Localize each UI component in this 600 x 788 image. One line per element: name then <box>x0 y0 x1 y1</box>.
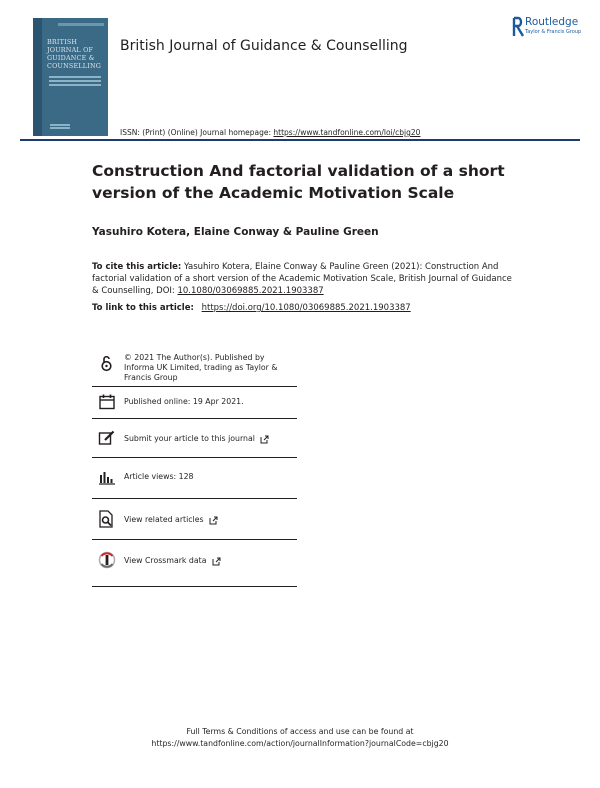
publisher-subtitle: Taylor & Francis Group <box>525 29 582 35</box>
submit-item[interactable] <box>92 418 297 458</box>
edit-pencil-icon <box>98 429 116 447</box>
header-divider <box>20 139 580 141</box>
crossmark-link[interactable] <box>124 556 297 566</box>
views-item <box>92 457 297 499</box>
published-date: Published online: 19 Apr 2021. <box>124 397 244 406</box>
submit-article-link[interactable] <box>124 434 297 444</box>
link-label: To link to this article: <box>92 303 194 313</box>
cover-subtext <box>49 76 101 90</box>
cover-title-line: COUNSELLING <box>47 62 102 70</box>
external-link-icon <box>260 435 269 444</box>
article-doi-url[interactable]: https://doi.org/10.1080/03069885.2021.1903387 <box>201 303 411 313</box>
journal-title[interactable]: British Journal of Guidance & Counselling <box>120 38 408 54</box>
journal-cover <box>33 18 108 136</box>
cite-text: Yasuhiro Kotera, Elaine Conway & Pauline Green (2021): Construction And factorial validation of a short version of the Academic Motivation Scale, British Journal of Guidance & Counselling, DOI: <box>92 262 512 296</box>
article-authors: Yasuhiro Kotera, Elaine Conway & Pauline Green <box>92 226 379 238</box>
related-item[interactable] <box>92 498 297 540</box>
issn-label: ISSN: (Print) (Online) Journal homepage: <box>120 128 272 137</box>
cite-label: To cite this article: <box>92 262 182 272</box>
cover-title-line: GUIDANCE & <box>47 54 95 62</box>
footer-terms-url[interactable]: https://www.tandfonline.com/action/journalInformation?journalCode=cbjg20 <box>151 739 449 748</box>
cover-title-line: JOURNAL OF <box>47 46 94 54</box>
crossmark-label: View Crossmark data <box>124 556 207 565</box>
related-articles-icon <box>98 510 116 528</box>
article-title: Construction And factorial validation of a short version of the Academic Motivation Scale <box>92 162 505 202</box>
cover-publisher-mark <box>50 124 70 130</box>
open-access-lock-icon <box>98 354 116 372</box>
cover-topbar <box>58 23 104 26</box>
cover-title-line: BRITISH <box>47 38 78 46</box>
publisher-logo <box>508 16 588 42</box>
journal-homepage-link[interactable]: https://www.tandfonline.com/loi/cbjg20 <box>273 128 421 137</box>
article-views: Article views: 128 <box>124 472 194 481</box>
license-item <box>92 350 297 387</box>
bar-chart-icon <box>98 468 116 486</box>
submit-label: Submit your article to this journal <box>124 434 255 443</box>
publisher-name: Routledge <box>525 16 579 28</box>
doi-link[interactable]: 10.1080/03069885.2021.1903387 <box>177 286 324 296</box>
calendar-icon <box>98 393 116 411</box>
issn-line <box>120 128 420 137</box>
footer-terms-text: Full Terms & Conditions of access and use can be found at <box>186 727 414 736</box>
crossmark-icon <box>98 551 116 569</box>
external-link-icon <box>209 516 218 525</box>
external-link-icon <box>212 557 221 566</box>
related-label: View related articles <box>124 515 204 524</box>
crossmark-item[interactable] <box>92 539 297 587</box>
citation-block <box>92 261 512 297</box>
cover-spine <box>33 18 42 136</box>
article-link-line <box>92 303 411 313</box>
cover-title <box>47 38 107 70</box>
terms-footer <box>0 726 600 750</box>
related-articles-link[interactable] <box>124 515 297 525</box>
published-item <box>92 386 297 419</box>
routledge-r-icon <box>511 16 525 38</box>
license-text: © 2021 The Author(s). Published by Informa UK Limited, trading as Taylor & Francis Group <box>124 353 278 382</box>
